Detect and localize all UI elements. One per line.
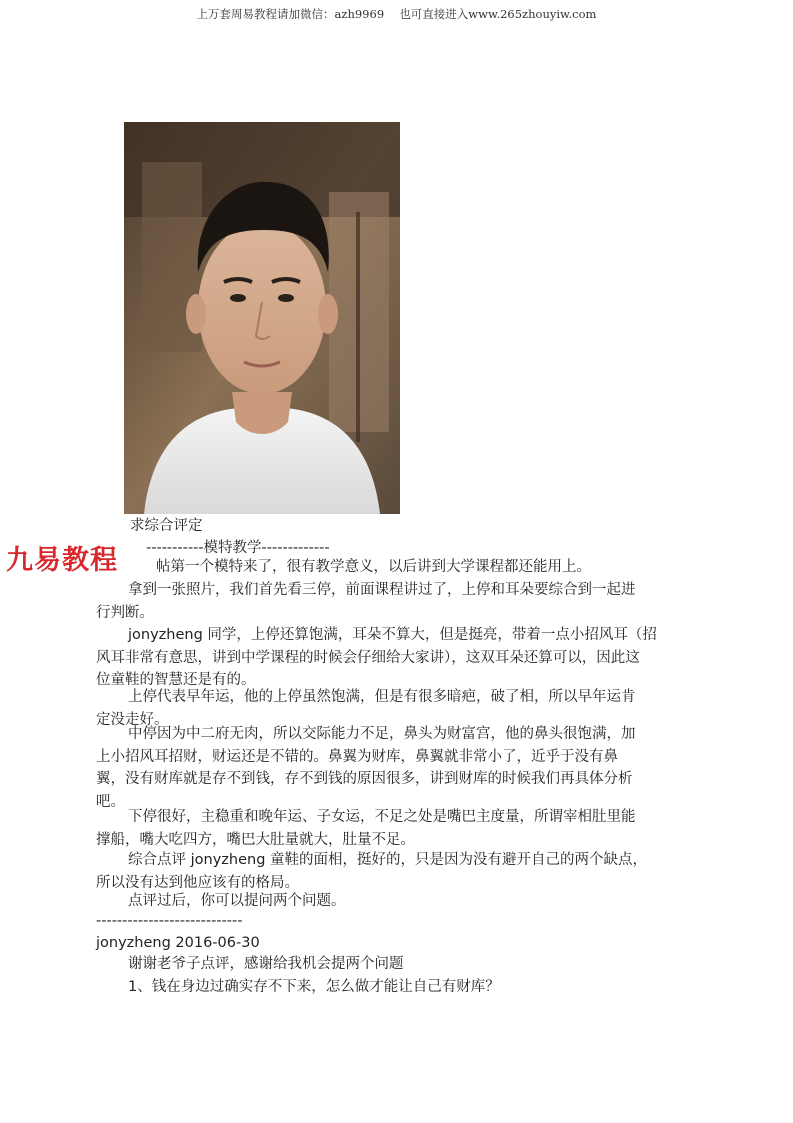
paragraph-line: 中停因为中二府无肉，所以交际能力不足，鼻头为财富宫，他的鼻头很饱满，加 <box>128 726 636 742</box>
portrait-photo <box>124 122 400 514</box>
divider-line: ---------------------------- <box>96 913 243 929</box>
post-title: 求综合评定 <box>130 518 203 534</box>
reply-line: 1、钱在身边过确实存不下来，怎么做才能让自己有财库？ <box>128 978 500 995</box>
paragraph-line: 所以没有达到他应该有的格局。 <box>96 874 299 891</box>
paragraph-line: 位童鞋的智慧还是有的。 <box>96 672 256 688</box>
paragraph-line: jonyzheng 同学，上停还算饱满，耳朵不算大，但是挺亮，带着一点小招风耳（招 <box>128 627 657 643</box>
paragraph-line: 下停很好，主稳重和晚年运、子女运，不足之处是嘴巴主度量，所谓宰相肚里能 <box>128 809 636 825</box>
paragraph-1 <box>96 556 706 579</box>
paragraph-line: 拿到一张照片，我们首先看三停，前面课程讲过了，上停和耳朵要综合到一起进 <box>128 582 636 598</box>
paragraph-5 <box>96 723 706 813</box>
paragraph-line: 点评过后，你可以提问两个问题。 <box>128 893 346 909</box>
paragraph-2 <box>96 579 706 624</box>
watermark-logo: 九易教程 <box>6 545 118 576</box>
paragraph-line: 风耳非常有意思，讲到中学课程的时候会仔细给大家讲），这双耳朵还算可以，因此这 <box>96 649 640 666</box>
paragraph-line: 综合点评 jonyzheng 童鞋的面相，挺好的，只是因为没有避开自己的两个缺点， <box>128 852 648 868</box>
paragraph-line: 翼，没有财库就是存不到钱，存不到钱的原因很多，讲到财库的时候我们再具体分析 <box>96 771 633 787</box>
page-header: 上万套周易教程请加微信：azh9969 也可直接进入www.265zhouyiw.com <box>196 7 597 21</box>
paragraph-3 <box>96 624 706 692</box>
reply-author-date: jonyzheng 2016-06-30 <box>96 935 260 951</box>
paragraph-line: 吧。 <box>96 793 125 810</box>
reply-body <box>96 953 706 998</box>
paragraph-6 <box>96 806 706 851</box>
paragraph-line: 定没走好。 <box>96 711 169 728</box>
paragraph-line: 行判断。 <box>96 604 154 621</box>
paragraph-line: 帖第一个模特来了，很有教学意义，以后讲到大学课程都还能用上。 <box>156 559 591 575</box>
paragraph-line: 撑船，嘴大吃四方，嘴巴大肚量就大，肚量不足。 <box>96 831 415 848</box>
paragraph-line: 上停代表早年运，他的上停虽然饱满，但是有很多暗疤，破了相，所以早年运肯 <box>128 689 636 705</box>
reply-line: 谢谢老爷子点评，感谢给我机会提两个问题 <box>128 956 404 972</box>
paragraph-7 <box>96 849 706 894</box>
paragraph-line: 上小招风耳招财，财运还是不错的。鼻翼为财库，鼻翼就非常小了，近乎于没有鼻 <box>96 748 618 765</box>
section-divider: -----------模特教学------------- <box>146 540 330 556</box>
